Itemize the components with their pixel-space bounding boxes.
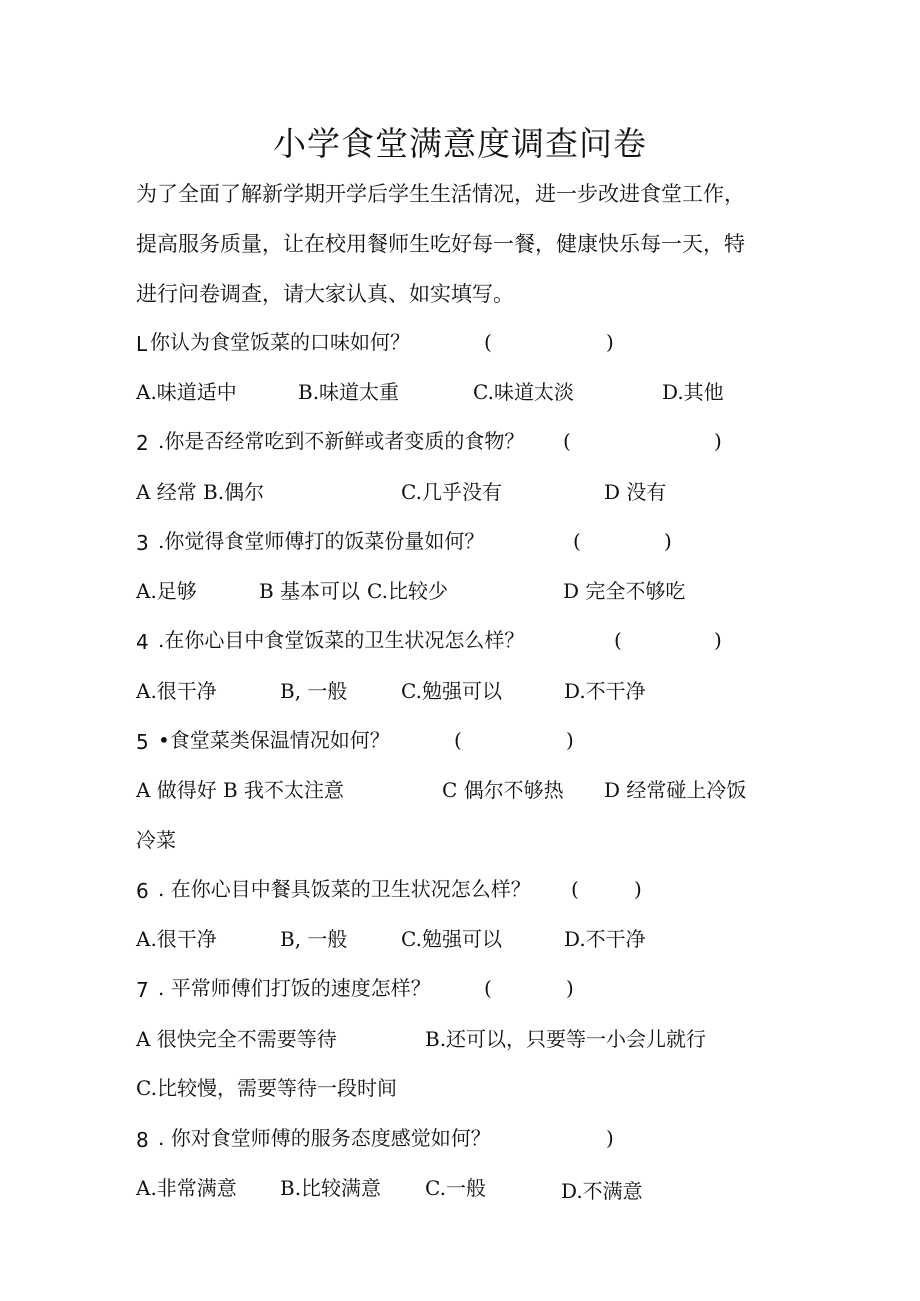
question-number: 4: [136, 630, 149, 654]
question-text: . 平常师傅们打饭的速度怎样？: [158, 976, 431, 1000]
question-number: L: [136, 332, 148, 356]
question-number: 3: [136, 531, 149, 555]
intro-line-1: 为了全面了解新学期开学后学生生活情况，进一步改进食堂工作，: [136, 182, 745, 206]
intro-line-2: 提高服务质量，让在校用餐师生吃好每一餐，健康快乐每一天，特: [136, 232, 745, 256]
answer-paren-close: ): [714, 429, 722, 453]
option-a: A 做得好: [136, 778, 217, 802]
option-c: C.勉强可以: [401, 927, 502, 951]
answer-paren-open: (: [573, 529, 581, 553]
question-number: 5: [136, 730, 149, 754]
option-a: A 经常: [136, 480, 197, 504]
answer-paren-close: ): [714, 628, 722, 652]
option-d: D 没有: [604, 480, 667, 504]
option-d: D.不干净: [564, 679, 646, 703]
option-b: B.还可以，只要等一小会儿就行: [425, 1027, 707, 1051]
answer-paren-close: ): [606, 330, 614, 354]
question-number: 6: [136, 879, 149, 903]
option-b: B.味道太重: [298, 380, 400, 404]
option-b: B, 一般: [280, 679, 348, 703]
answer-paren-close: ): [664, 529, 672, 553]
option-a: A.足够: [136, 579, 197, 603]
option-b: B.比较满意: [280, 1176, 382, 1200]
answer-paren-close: ): [606, 1126, 614, 1150]
option-c: C.比较慢，需要等待一段时间: [136, 1076, 397, 1100]
option-b: B.偶尔: [203, 480, 265, 504]
question-text: .你是否经常吃到不新鲜或者变质的食物？: [158, 429, 525, 453]
option-c: C.比较少: [367, 579, 448, 603]
option-b: B, 一般: [280, 927, 348, 951]
answer-paren-open: (: [454, 728, 462, 752]
answer-paren-open: (: [614, 628, 622, 652]
answer-paren-close: ): [566, 976, 574, 1000]
page-title: 小学食堂满意度调查问卷: [273, 124, 647, 163]
question-text: 你认为食堂饭菜的口味如何？: [150, 330, 410, 354]
question-number: 2: [136, 431, 149, 455]
option-b: B 我不太注意: [223, 778, 345, 802]
option-b: B 基本可以: [259, 579, 361, 603]
option-c: C 偶尔不够热: [442, 778, 564, 802]
option-d: D 经常碰上冷饭: [604, 778, 747, 802]
answer-paren-open: (: [484, 330, 492, 354]
answer-paren-close: ): [634, 877, 642, 901]
question-text: .你觉得食堂师傅打的饭菜份量如何？: [158, 529, 485, 553]
question-number: 8: [136, 1128, 149, 1152]
question-text: •食堂菜类保温情况如何？: [158, 728, 390, 752]
option-d: D.不满意: [561, 1179, 643, 1203]
question-text: .在你心目中食堂饭菜的卫生状况怎么样？: [158, 628, 525, 652]
option-d: D.其他: [662, 380, 724, 404]
question-number: 7: [136, 978, 149, 1002]
option-a: A.非常满意: [136, 1176, 237, 1200]
option-a: A.味道适中: [136, 380, 237, 404]
option-c: C.几乎没有: [401, 480, 502, 504]
question-text: . 你对食堂师傅的服务态度感觉如何？: [158, 1126, 491, 1150]
option-d-continuation: 冷菜: [136, 828, 176, 852]
option-a: A.很干净: [136, 927, 217, 951]
intro-line-3: 进行问卷调查，请大家认真、如实填写。: [136, 282, 514, 306]
option-c: C.味道太淡: [473, 380, 574, 404]
question-text: . 在你心目中餐具饭菜的卫生状况怎么样？: [158, 877, 531, 901]
answer-paren-open: (: [484, 976, 492, 1000]
answer-paren-open: (: [563, 429, 571, 453]
answer-paren-open: (: [571, 877, 579, 901]
answer-paren-close: ): [566, 728, 574, 752]
option-d: D 完全不够吃: [563, 579, 686, 603]
option-a: A 很快完全不需要等待: [136, 1027, 337, 1051]
option-c: C.一般: [425, 1176, 486, 1200]
option-a: A.很干净: [136, 679, 217, 703]
option-d: D.不干净: [564, 927, 646, 951]
option-c: C.勉强可以: [401, 679, 502, 703]
